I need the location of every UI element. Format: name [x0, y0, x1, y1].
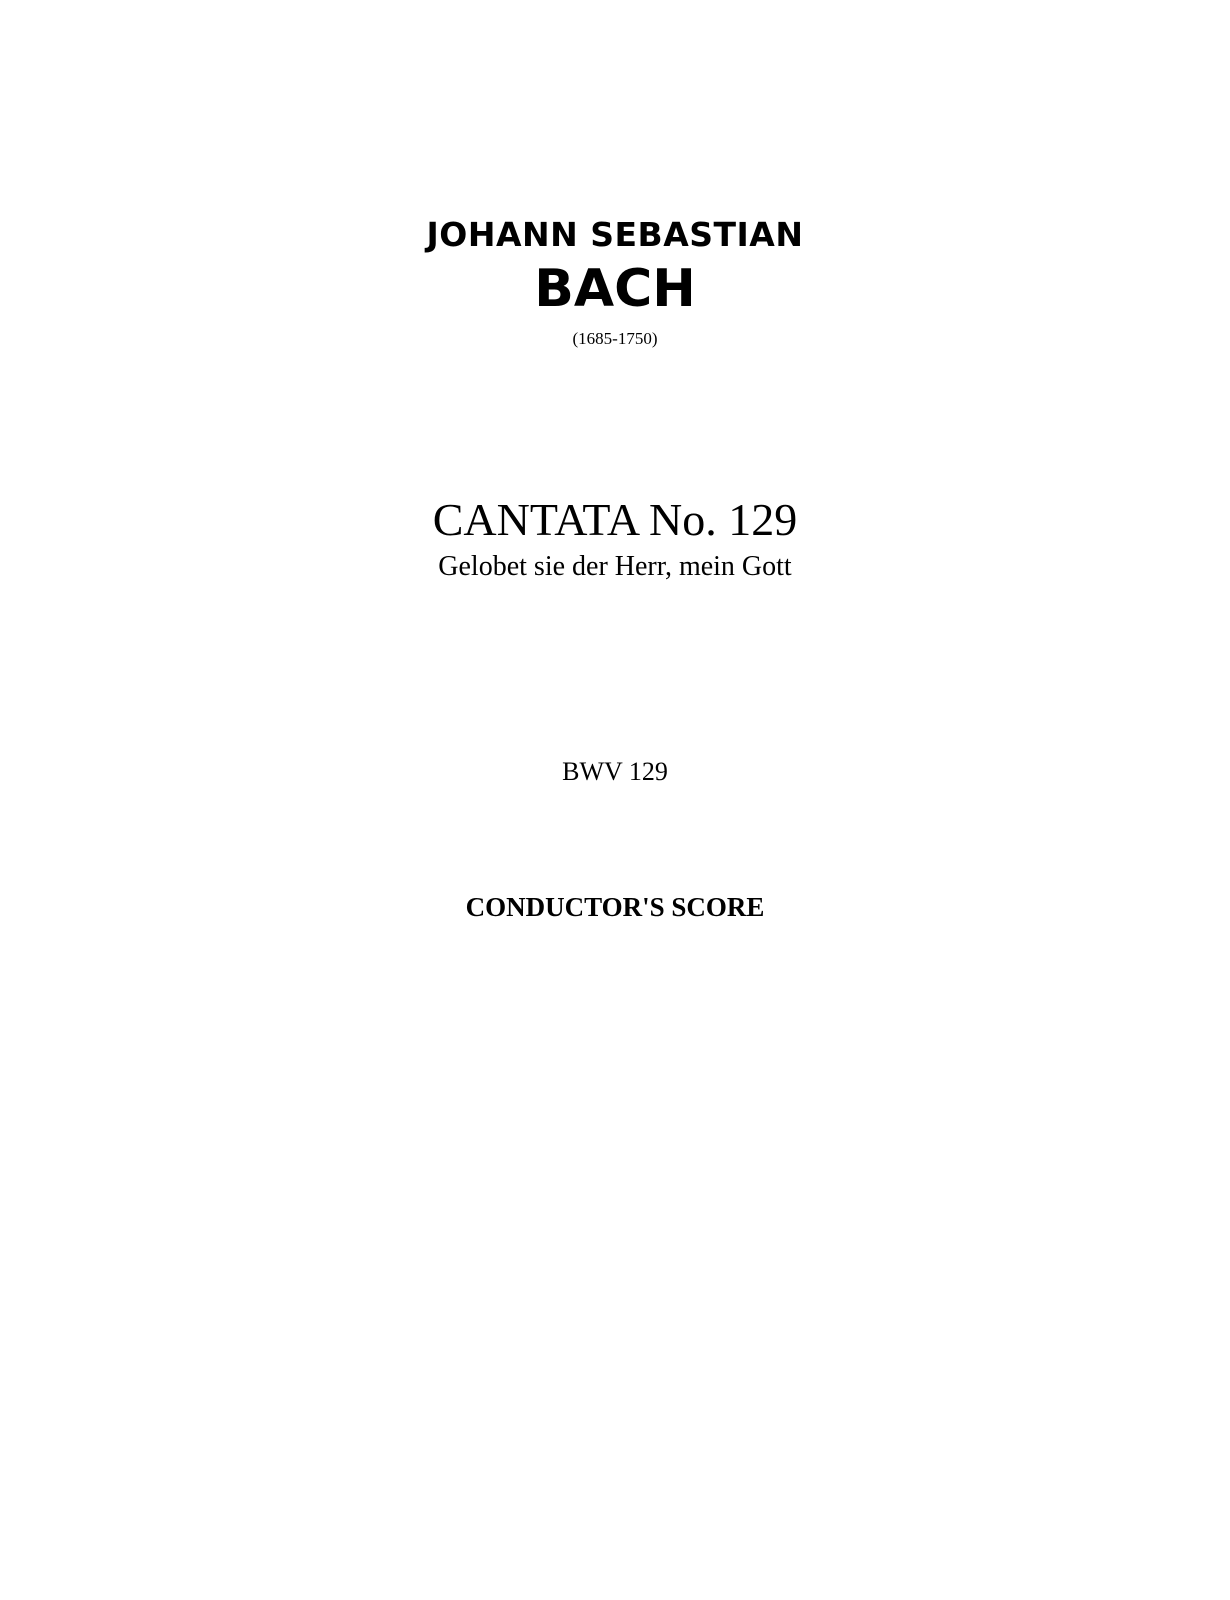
- work-title: CANTATA No. 129: [432, 494, 798, 545]
- composer-first-names: JOHANN SEBASTIAN: [426, 215, 804, 254]
- composer-last-name: BACH: [534, 259, 696, 319]
- score-type: CONDUCTOR'S SCORE: [465, 892, 765, 922]
- composer-dates: (1685-1750): [572, 329, 658, 348]
- catalog-number: BWV 129: [562, 757, 668, 786]
- work-subtitle: Gelobet sie der Herr, mein Gott: [438, 551, 792, 582]
